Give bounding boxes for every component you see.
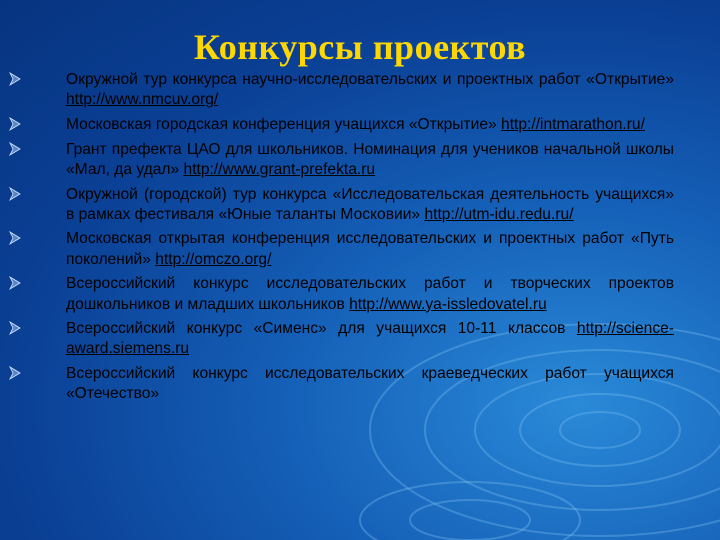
arrow-bullet-icon	[9, 230, 21, 246]
item-text: Всероссийский конкурс исследовательских краеведческих работ учащихся «Отечество»	[66, 365, 674, 403]
list-item	[66, 319, 674, 359]
item-link[interactable]: http://intmarathon.ru/	[501, 115, 645, 133]
item-link[interactable]: http://utm-idu.redu.ru/	[424, 205, 574, 223]
item-text: Всероссийский конкурс исследовательских работ и творческих проектов дошкольников и младших школьников	[66, 275, 674, 313]
item-text: Московская городская конференция учащихся «Открытие»	[66, 115, 502, 133]
arrow-bullet-icon	[9, 71, 21, 87]
item-text: Всероссийский конкурс «Сименс» для учащихся 10-11 классов	[66, 320, 577, 338]
list-item	[66, 229, 674, 269]
arrow-bullet-icon	[9, 320, 21, 336]
arrow-bullet-icon	[9, 141, 21, 157]
arrow-bullet-icon	[9, 186, 21, 202]
item-link[interactable]: http://www.nmcuv.org/	[66, 91, 219, 109]
item-link[interactable]: http://science-award.siemens.ru	[66, 320, 674, 358]
item-text: Московская открытая конференция исследовательских и проектных работ «Путь поколений»	[66, 230, 674, 268]
arrow-bullet-icon	[9, 275, 21, 291]
arrow-bullet-icon	[9, 116, 21, 132]
slide-title: Конкурсы проектов	[193, 27, 527, 67]
arrow-bullet-icon	[9, 365, 21, 381]
contest-list	[66, 70, 674, 409]
item-text: Окружной тур конкурса научно-исследовательских и проектных работ «Открытие»	[66, 71, 674, 88]
item-link[interactable]: http://www.ya-issledovatel.ru	[349, 295, 547, 313]
list-item	[66, 70, 674, 110]
list-item	[66, 274, 674, 314]
item-text: Грант префекта ЦАО для школьников. Номинация для учеников начальной школы «Мал, да удал»	[66, 140, 674, 178]
list-item	[66, 185, 674, 225]
list-item	[66, 364, 674, 404]
item-link[interactable]: http://www.grant-prefekta.ru	[183, 160, 376, 178]
item-link[interactable]: http://omczo.org/	[155, 250, 272, 268]
list-item	[66, 115, 674, 135]
item-text: Окружной (городской) тур конкурса «Исследовательская деятельность учащихся» в рамках фестиваля «Юные таланты Московии»	[66, 185, 674, 223]
list-item	[66, 140, 674, 180]
